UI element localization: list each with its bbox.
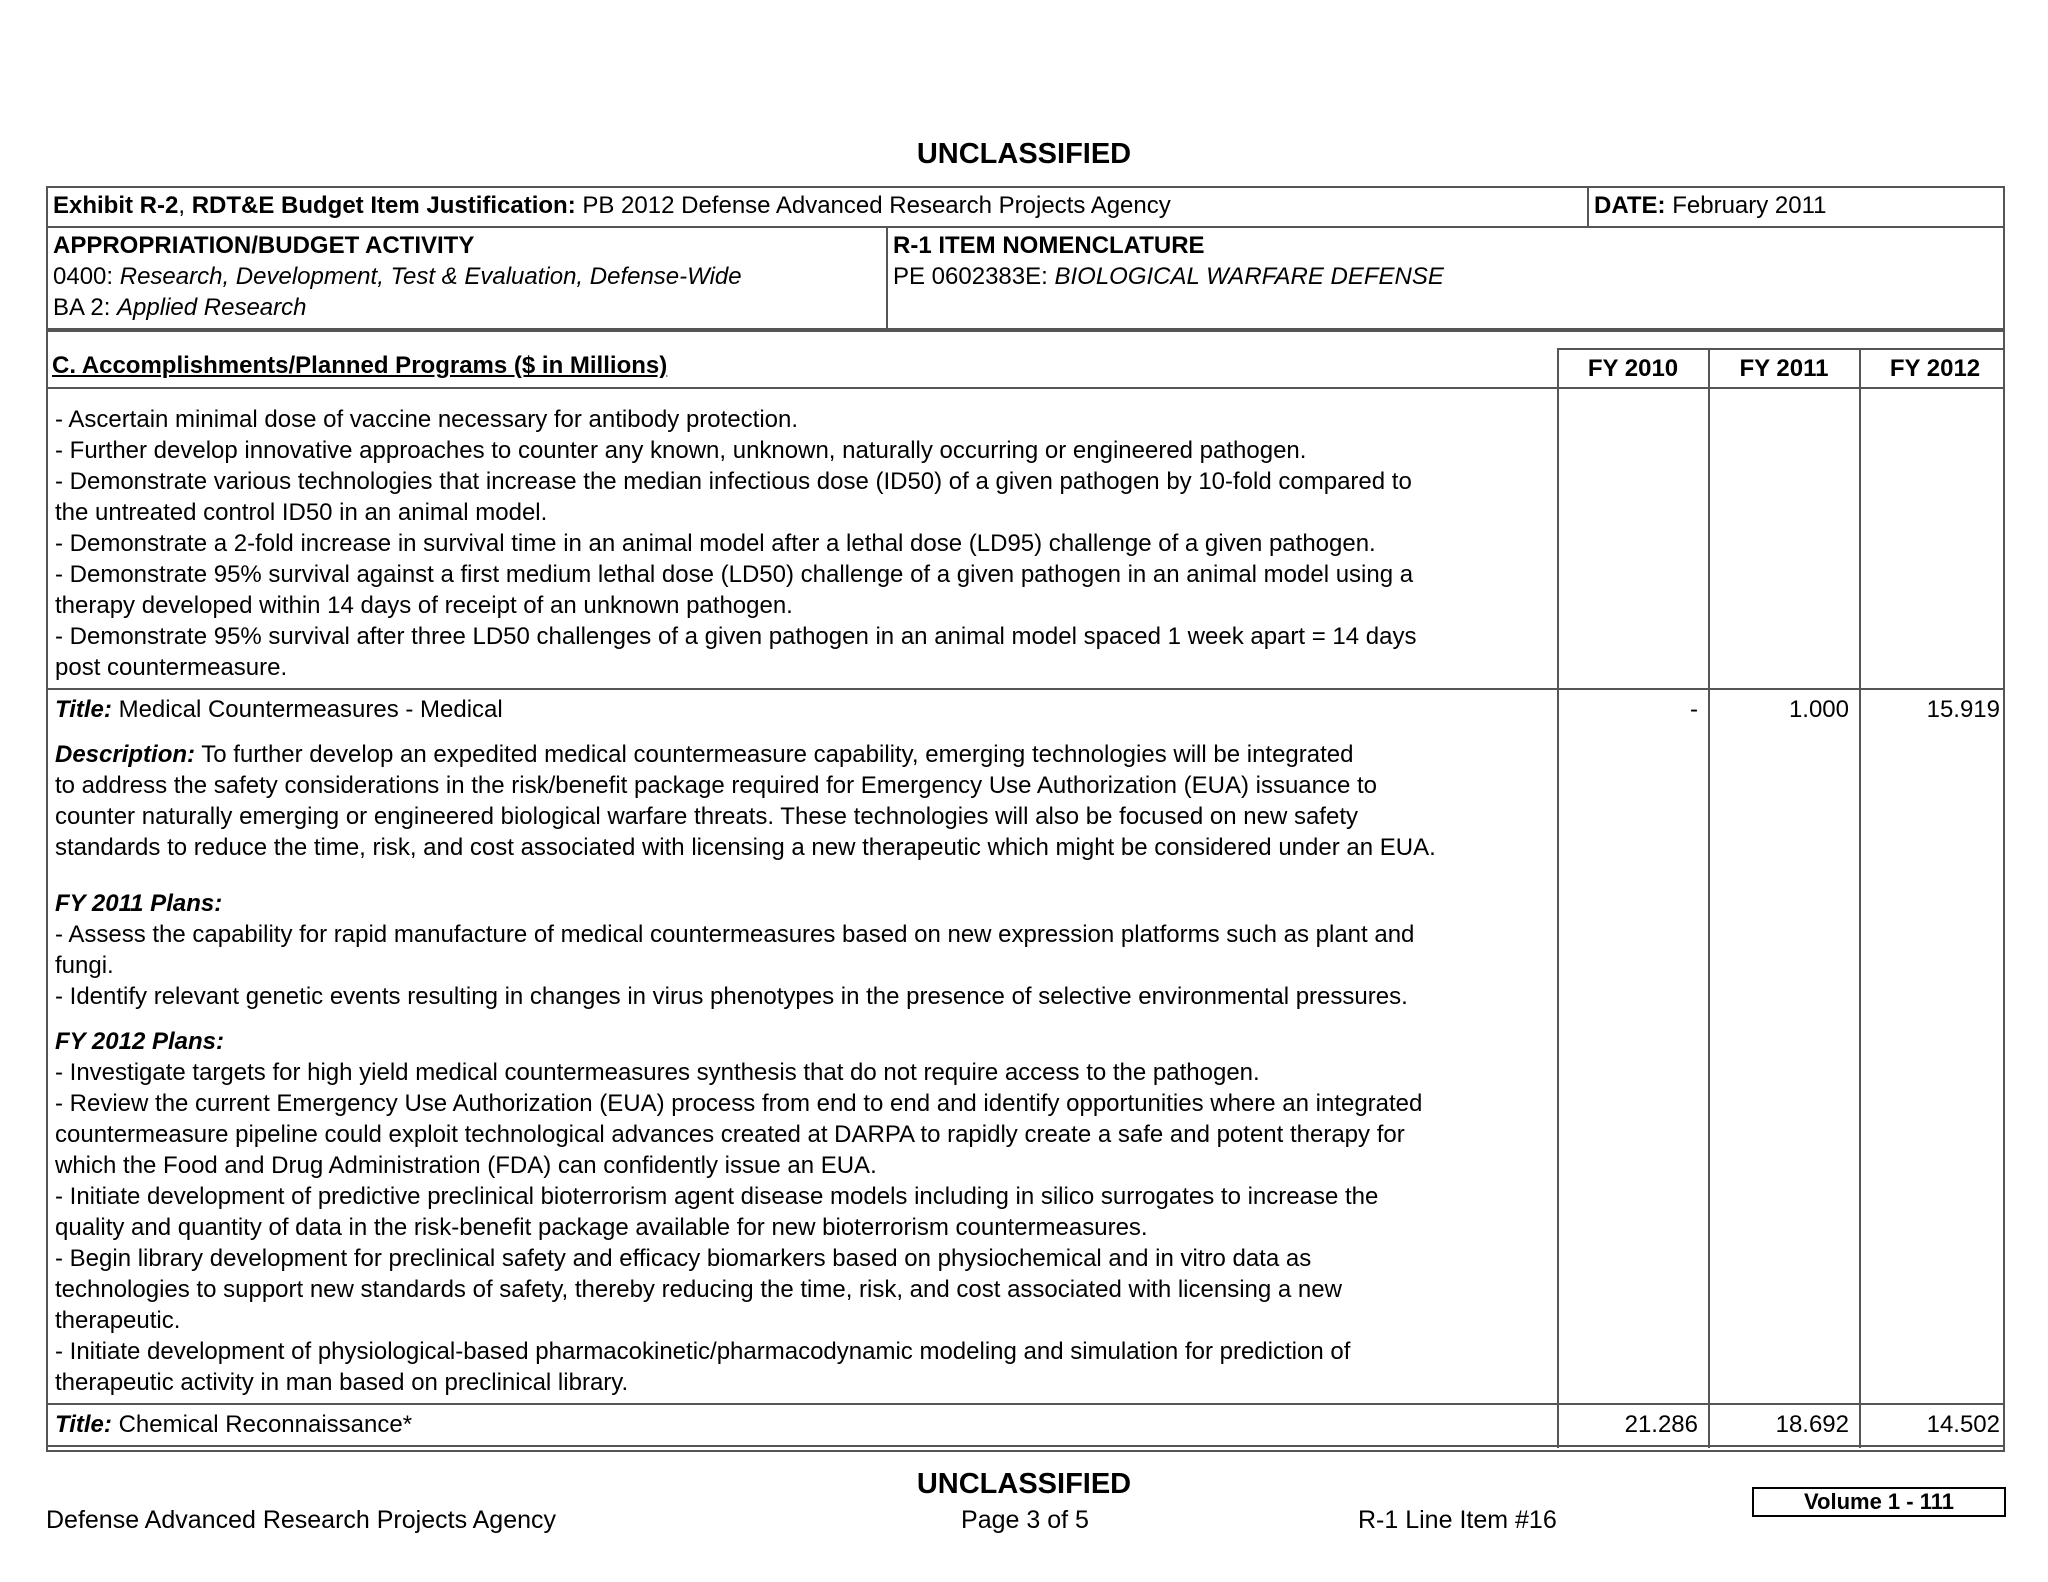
list-item: therapeutic activity in man based on preclinical library. [55, 1369, 629, 1396]
list-item: post countermeasure. [55, 654, 288, 681]
list-item: fungi. [55, 952, 114, 979]
program1-title: Medical Countermeasures - Medical [118, 696, 503, 723]
description-line: counter naturally emerging or engineered biological warfare threats. These technologies will also be focused on new safety [55, 803, 1358, 830]
list-item: - Demonstrate a 2-fold increase in survival time in an animal model after a lethal dose (LD95) challenge of a given pathogen. [55, 530, 1376, 557]
list-item: - Initiate development of predictive preclinical bioterrorism agent disease models including in silico surrogates to increase the [55, 1183, 1379, 1210]
list-item: quality and quantity of data in the risk-benefit package available for new bioterrorism countermeasures. [55, 1214, 1148, 1241]
carryover-list [55, 404, 1416, 683]
appropriation-label: APPROPRIATION/BUDGET ACTIVITY [53, 232, 475, 259]
fy2011-plans [55, 888, 1414, 1012]
description-line: to address the safety considerations in the risk/benefit package required for Emergency Use Authorization (EUA) issuance to [55, 772, 1378, 799]
program1-description [55, 739, 1436, 863]
program1-fy2010-value: - [1690, 696, 1698, 723]
footer-volume-box: Volume 1 - 111 [1752, 1487, 2006, 1517]
appropriation-name: Research, Development, Test & Evaluation, Defense-Wide [119, 263, 742, 290]
program2-fy2012-value: 14.502 [1926, 1411, 2000, 1438]
program1-fy2011-value: 1.000 [1788, 696, 1849, 723]
top-classification: UNCLASSIFIED [916, 138, 1132, 170]
program2-fy2011-value: 18.692 [1775, 1411, 1849, 1438]
list-item: - Identify relevant genetic events resulting in changes in virus phenotypes in the presence of selective environmental pressures. [55, 983, 1408, 1010]
exhibit-separator: , [178, 192, 186, 219]
fy2011-plans-label: FY 2011 Plans: [55, 890, 223, 917]
list-item: the untreated control ID50 in an animal model. [55, 499, 548, 526]
footer-line-item: R-1 Line Item #16 [1358, 1506, 1557, 1534]
list-item: - Ascertain minimal dose of vaccine necessary for antibody protection. [55, 406, 799, 433]
section-title: C. Accomplishments/Planned Programs ($ in Millions) [52, 352, 668, 379]
appropriation-block [53, 230, 742, 323]
program1-title-line [55, 694, 503, 725]
program1-fy2012-value: 15.919 [1926, 696, 2000, 723]
program2-title-label: Title: [55, 1411, 112, 1438]
list-item: - Assess the capability for rapid manufacture of medical countermeasures based on new expression platforms such as plant and [55, 921, 1415, 948]
column-header-fy2012: FY 2012 [1889, 355, 1981, 382]
appropriation-code: 0400: [53, 263, 114, 290]
program2-fy2010-value: 21.286 [1624, 1411, 1698, 1438]
pe-name: BIOLOGICAL WARFARE DEFENSE [1054, 263, 1444, 290]
date-label: DATE: [1594, 192, 1666, 219]
column-header-fy2010: FY 2010 [1587, 355, 1679, 382]
date-value: February 2011 [1672, 192, 1827, 219]
exhibit-title: RDT&E Budget Item Justification: [191, 192, 576, 219]
program2-title-line [55, 1409, 412, 1440]
list-item: which the Food and Drug Administration (FDA) can confidently issue an EUA. [55, 1152, 877, 1179]
list-item: - Demonstrate 95% survival against a first medium lethal dose (LD50) challenge of a given pathogen in an animal model using a [55, 561, 1414, 588]
fy2012-plans-label: FY 2012 Plans: [55, 1028, 224, 1055]
program1-title-label: Title: [55, 696, 112, 723]
footer-page-number: Page 3 of 5 [961, 1506, 1089, 1534]
column-header-fy2011: FY 2011 [1739, 355, 1829, 382]
list-item: therapy developed within 14 days of receipt of an unknown pathogen. [55, 592, 793, 619]
ba-code: BA 2: [53, 294, 111, 321]
fy2012-plans [55, 1026, 1422, 1398]
exhibit-value: PB 2012 Defense Advanced Research Projects Agency [582, 192, 1171, 219]
exhibit-label: Exhibit R-2 [53, 192, 179, 219]
list-item: - Demonstrate various technologies that increase the median infectious dose (ID50) of a given pathogen by 10-fold compared to [55, 468, 1412, 495]
list-item: - Initiate development of physiological-based pharmacokinetic/pharmacodynamic modeling and simulation for prediction of [55, 1338, 1351, 1365]
description-line: standards to reduce the time, risk, and cost associated with licensing a new therapeutic which might be considered under an EUA. [55, 834, 1436, 861]
list-item: - Demonstrate 95% survival after three LD50 challenges of a given pathogen in an animal model spaced 1 week apart = 14 days [55, 623, 1417, 650]
list-item: - Investigate targets for high yield medical countermeasures synthesis that do not require access to the pathogen. [55, 1059, 1260, 1086]
r1-block [893, 230, 1444, 292]
date-line [1594, 190, 1827, 221]
list-item: therapeutic. [55, 1307, 181, 1334]
footer-agency: Defense Advanced Research Projects Agency [46, 1506, 557, 1534]
bottom-classification: UNCLASSIFIED [916, 1468, 1132, 1500]
program2-title: Chemical Reconnaissance* [118, 1411, 413, 1438]
list-item: technologies to support new standards of safety, thereby reducing the time, risk, and cost associated with licensing a new [55, 1276, 1342, 1303]
list-item: - Begin library development for preclinical safety and efficacy biomarkers based on physiochemical and in vitro data as [55, 1245, 1312, 1272]
list-item: - Further develop innovative approaches to counter any known, unknown, naturally occurring or engineered pathogen. [55, 437, 1307, 464]
pe-code: PE 0602383E: [893, 263, 1048, 290]
description-label: Description: [55, 741, 196, 768]
list-item: countermeasure pipeline could exploit technological advances created at DARPA to rapidly create a safe and potent therapy for [55, 1121, 1405, 1148]
r1-label: R-1 ITEM NOMENCLATURE [893, 232, 1205, 259]
ba-name: Applied Research [117, 294, 307, 321]
list-item: - Review the current Emergency Use Authorization (EUA) process from end to end and identify opportunities where an integrated [55, 1090, 1423, 1117]
description-line: To further develop an expedited medical countermeasure capability, emerging technologies will be integrated [201, 741, 1354, 768]
exhibit-line [53, 190, 1171, 221]
